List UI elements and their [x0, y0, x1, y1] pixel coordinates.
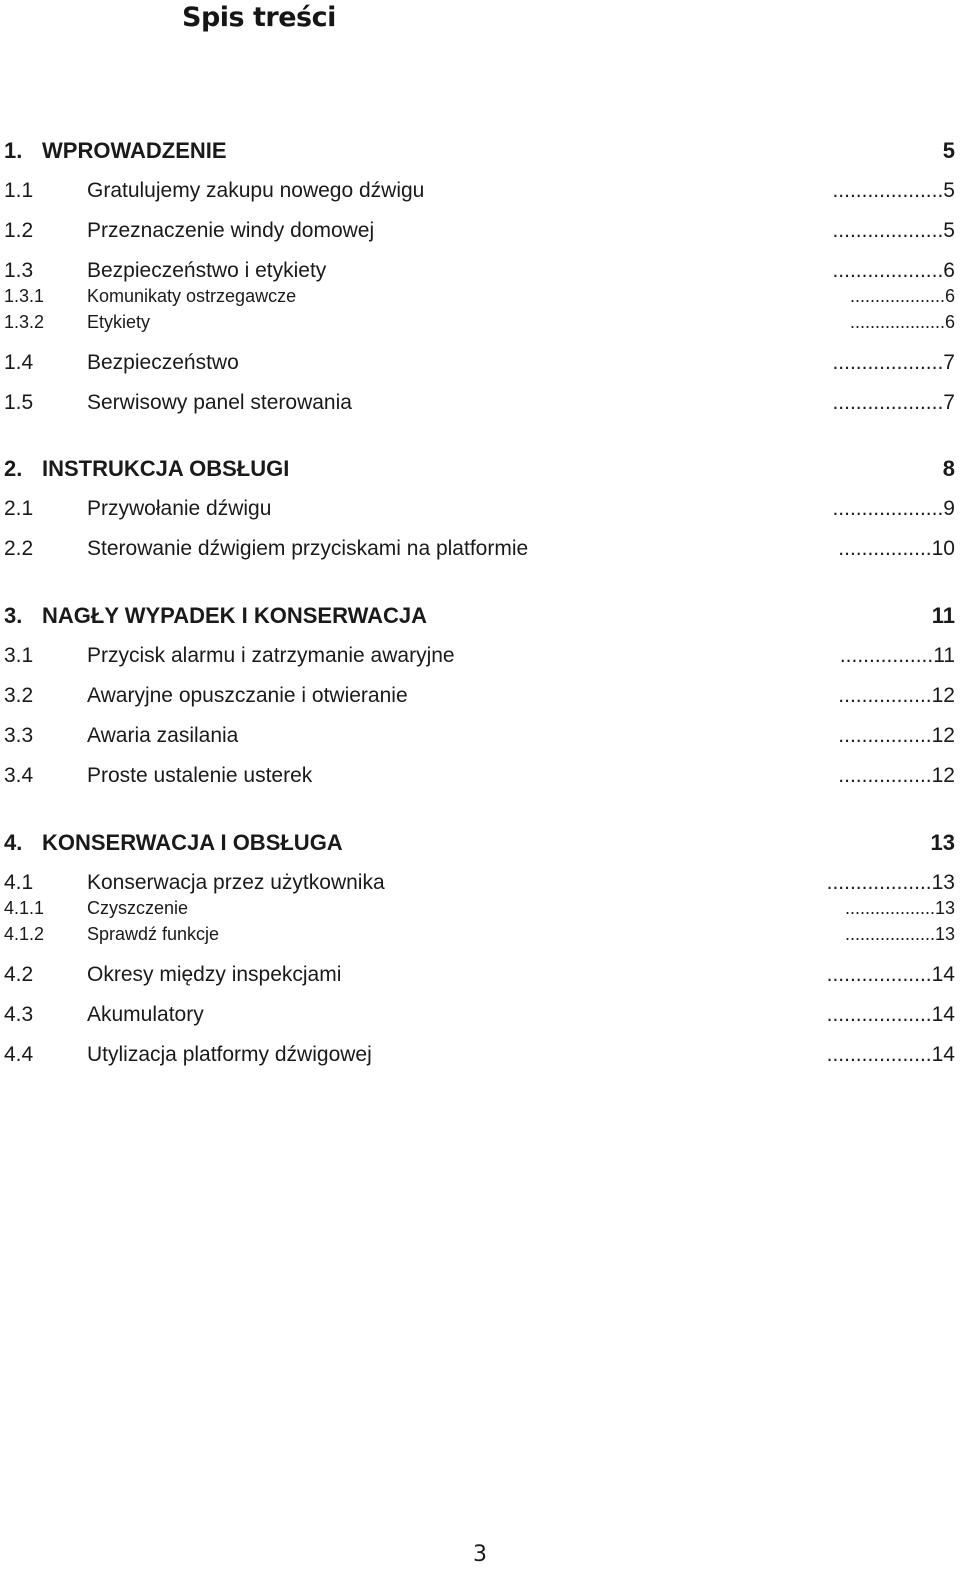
- toc-entry-page: ................12: [838, 764, 955, 787]
- toc-entry-title: Komunikaty ostrzegawcze: [87, 286, 297, 306]
- toc-entry-title: Czyszczenie: [87, 898, 189, 918]
- toc-entry-number: 3.3: [4, 724, 34, 747]
- toc-entry-title: KONSERWACJA I OBSŁUGA: [42, 830, 343, 855]
- toc-entry-page: 8: [942, 456, 955, 481]
- toc-entry-page: ..................13: [826, 871, 955, 894]
- toc-entry-page: ..................13: [844, 898, 955, 918]
- toc-entry-number: 1.3.2: [4, 312, 45, 332]
- toc-entry-title: NAGŁY WYPADEK I KONSERWACJA: [42, 603, 428, 628]
- toc-entry-number: 4.2: [4, 963, 34, 986]
- toc-entry-title: Sterowanie dźwigiem przyciskami na platformie: [87, 537, 529, 560]
- toc-entry-page: ...................7: [832, 391, 955, 414]
- toc-entry-page: 5: [942, 138, 955, 163]
- toc-entry-page: ...................9: [832, 497, 955, 520]
- toc-entry-page: 13: [930, 830, 955, 855]
- toc-entry-title: INSTRUKCJA OBSŁUGI: [42, 456, 290, 481]
- toc-entry-title: Utylizacja platformy dźwigowej: [87, 1043, 372, 1066]
- toc-entry-title: Bezpieczeństwo: [87, 351, 239, 374]
- toc-entry-title: Etykiety: [87, 312, 151, 332]
- toc-entry-title: Przeznaczenie windy domowej: [87, 219, 375, 242]
- toc-entry-number: 3.: [4, 603, 23, 628]
- toc-entry-number: 4.3: [4, 1003, 34, 1026]
- toc-entry-page: ...................6: [849, 312, 955, 332]
- toc-entry-title: Gratulujemy zakupu nowego dźwigu: [87, 179, 425, 202]
- toc-entry-number: 1.1: [4, 179, 34, 202]
- toc-entry-title: Proste ustalenie usterek: [87, 764, 313, 787]
- page-number: 3: [473, 1542, 487, 1567]
- toc-entry-number: 4.1.1: [4, 898, 45, 918]
- toc-entry-page: ................12: [838, 724, 955, 747]
- toc-entry-number: 2.: [4, 456, 23, 481]
- toc-entry-title: WPROWADZENIE: [42, 138, 227, 163]
- toc-entry-number: 1.5: [4, 391, 34, 414]
- toc-entry-number: 4.: [4, 830, 23, 855]
- toc-entry-title: Przycisk alarmu i zatrzymanie awaryjne: [87, 644, 455, 667]
- toc-entry-number: 2.1: [4, 497, 34, 520]
- toc-entry-title: Awaryjne opuszczanie i otwieranie: [87, 684, 408, 707]
- toc-entry-page: ...................6: [849, 286, 955, 306]
- toc-entry-number: 1.2: [4, 219, 34, 242]
- toc-entry-title: Przywołanie dźwigu: [87, 497, 272, 520]
- toc-entry-number: 4.1.2: [4, 924, 45, 944]
- toc-entry-number: 1.4: [4, 351, 34, 374]
- toc-entry-number: 1.: [4, 138, 23, 163]
- toc-entry-title: Awaria zasilania: [87, 724, 239, 747]
- toc-entry-number: 3.4: [4, 764, 34, 787]
- toc-entry-title: Konserwacja przez użytkownika: [87, 871, 385, 894]
- toc-entry-number: 1.3.1: [4, 286, 45, 306]
- toc-entry-page: ..................14: [826, 963, 955, 986]
- toc-entry-number: 4.1: [4, 871, 34, 894]
- toc-entry-page: ................10: [838, 537, 955, 560]
- toc-entry-title: Akumulatory: [87, 1003, 204, 1026]
- toc-entry-page: ................12: [838, 684, 955, 707]
- toc-entry-title: Serwisowy panel sterowania: [87, 391, 352, 414]
- toc-entry-page: 11: [931, 603, 955, 628]
- toc-entry-title: Sprawdź funkcje: [87, 924, 220, 944]
- toc-entry-number: 3.1: [4, 644, 34, 667]
- toc-entry-number: 4.4: [4, 1043, 34, 1066]
- toc-entry-page: ..................13: [844, 924, 955, 944]
- toc-entry-page: ...................5: [832, 179, 955, 202]
- toc-entry-page: ...................6: [832, 259, 955, 282]
- page-title: Spis treści: [182, 2, 336, 33]
- toc-entry-number: 1.3: [4, 259, 34, 282]
- toc-entry-page: ..................14: [826, 1003, 955, 1026]
- toc-entry-page: ...................5: [832, 219, 955, 242]
- toc-entry-page: ...................7: [832, 351, 955, 374]
- toc-entry-page: ..................14: [826, 1043, 955, 1066]
- toc-entry-number: 2.2: [4, 537, 34, 560]
- toc-entry-page: ................11: [839, 644, 955, 667]
- toc-entry-title: Okresy między inspekcjami: [87, 963, 342, 986]
- toc-entry-number: 3.2: [4, 684, 34, 707]
- toc-entry-title: Bezpieczeństwo i etykiety: [87, 259, 327, 282]
